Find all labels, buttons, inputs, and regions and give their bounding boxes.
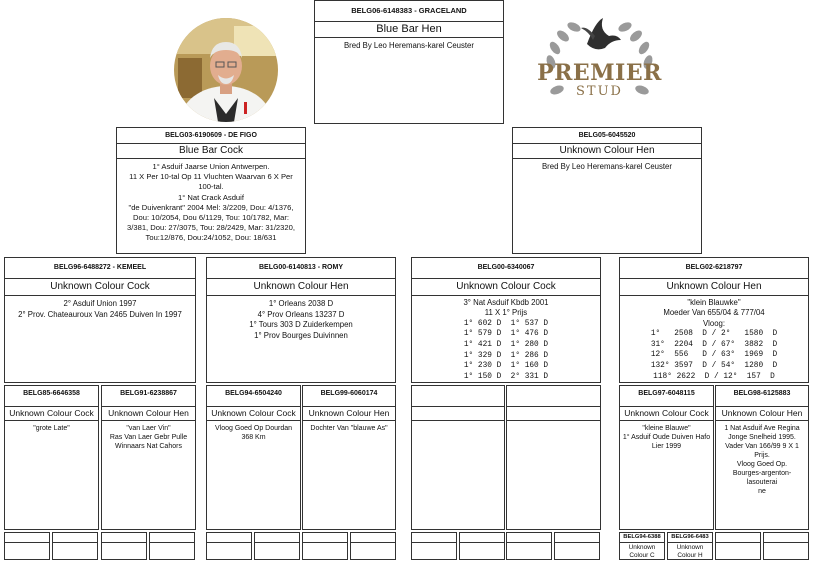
ggp-name: Unknown Colour Cock <box>207 406 300 421</box>
grandparent-box-2 <box>206 257 396 383</box>
gggp-box-empty <box>763 532 809 560</box>
subject-box <box>314 0 504 124</box>
gggp-name: Unknown Colour C <box>628 544 656 559</box>
ggp-info: "kleine Blauwe" 1° Asduif Oude Duiven Hafo Lier 1999 <box>622 425 711 450</box>
gggp-box-empty <box>206 532 252 560</box>
grandparent-box-3 <box>411 257 601 383</box>
gp-ring: BELG00-6140813 - ROMY <box>258 264 344 271</box>
ggp-info: Dochter Van "blauwe As" <box>310 425 388 432</box>
gggp-box <box>619 532 665 560</box>
ggp-box-2 <box>101 385 196 530</box>
ggp-name: Unknown Colour Cock <box>620 406 713 421</box>
gp-info: 1° Orleans 2038 D 4° Prov Orleans 13237 D 1° Tours 303 D Zuiderkempen 1° Prov Bourges Duivinnen <box>249 299 353 340</box>
gp-ring: BELG02-6218797 <box>685 264 743 271</box>
gggp-box-empty <box>411 532 457 560</box>
grandparent-box-4 <box>619 257 809 383</box>
gp-name: Unknown Colour Hen <box>207 278 395 296</box>
grandparent-box-1 <box>4 257 196 383</box>
gp-name: Unknown Colour Cock <box>5 278 195 296</box>
gp-name: Unknown Colour Hen <box>620 278 808 296</box>
breeder-photo <box>174 18 278 122</box>
dam-name: Unknown Colour Hen <box>513 143 701 159</box>
gggp-box-empty <box>4 532 50 560</box>
sire-box <box>116 127 306 254</box>
logo-line2: STUD <box>576 84 623 99</box>
dam-info: Bred By Leo Heremans-karel Ceuster <box>541 162 672 171</box>
gggp-box-empty <box>554 532 600 560</box>
ggp-ring: BELG91-6238867 <box>120 390 177 397</box>
ggp-info: "grote Late" <box>33 425 70 432</box>
ggp-ring: BELG97-6048115 <box>638 390 695 397</box>
gggp-box-empty <box>302 532 348 560</box>
gggp-ring: BELG96-6483 <box>668 533 712 543</box>
subject-ring: BELG06-6148383 - GRACELAND <box>351 6 467 15</box>
gggp-box-empty <box>350 532 396 560</box>
premier-stud-logo <box>537 14 662 112</box>
ggp-name: Unknown Colour Cock <box>5 406 98 421</box>
gggp-box-empty <box>101 532 147 560</box>
ggp-box-7 <box>619 385 714 530</box>
ggp-box-4 <box>302 385 396 530</box>
gggp-box-empty <box>149 532 195 560</box>
gggp-box-empty <box>459 532 505 560</box>
gp-name: Unknown Colour Cock <box>412 278 600 296</box>
gggp-box-empty <box>506 532 552 560</box>
ggp-name: Unknown Colour Hen <box>716 406 808 421</box>
ggp-box-3 <box>206 385 301 530</box>
ggp-ring: BELG98-6125883 <box>733 390 791 397</box>
gp-info: "klein Blauwke" Moeder Van 655/04 & 777/04 Vloog: 1° 2508 D / 2° 1580 D 31° 2204 D / 67° 3882 D 12° 556 D / 63° 1969 D 132° 3597 D / 54° 1280 D 118° 2622 D / 12° 157 D <box>650 298 778 381</box>
ggp-info: 1 Nat Asduif Ave Regina Jonge Snelheid 1995. Vader Van 166/99 9 X 1 Prijs. Vloog Goed Op. Bourges-argenton-lasouterai ne <box>724 425 800 495</box>
gggp-ring: BELG94-6388 <box>620 533 664 543</box>
sire-info: 1° Asduif Jaarse Union Antwerpen. 11 X Per 10-tal Op 11 Vluchten Waarvan 6 X Per 100-tal. 1° Nat Crack Asduif "de Duivenkrant" 2004 Mel: 3/2209, Dou: 4/1376, Dou: 10/2054, Dou 6/1129, Tou: 10/1782, Mar: 3/381, Dou: 27/3075, Tou: 28/2429, Mar: 31/2320, Tou:12/876, Dou:24/1052, Dou: 18/631 <box>127 162 295 243</box>
gp-ring: BELG96-6488272 - KEMEEL <box>53 264 147 271</box>
ggp-box-5-empty <box>411 385 505 530</box>
ggp-box-1 <box>4 385 99 530</box>
ggp-box-8 <box>715 385 809 530</box>
gggp-name: Unknown Colour H <box>676 544 704 559</box>
gp-ring: BELG00-6340067 <box>477 264 535 271</box>
gp-info: 2° Asduif Union 1997 2° Prov. Chateauroux Van 2465 Duiven In 1997 <box>18 299 182 319</box>
ggp-ring: BELG94-6504240 <box>225 390 282 397</box>
logo-line1: PREMIER <box>537 60 662 86</box>
gggp-box <box>667 532 713 560</box>
ggp-info: Vloog Goed Op Dourdan 368 Km <box>214 425 293 441</box>
gggp-box-empty <box>715 532 761 560</box>
dam-ring: BELG05-6045520 <box>578 132 636 139</box>
ggp-ring: BELG99-6060174 <box>320 390 378 397</box>
dam-box <box>512 127 702 254</box>
gp-info: 3° Nat Asduif Kbdb 2001 11 X 1° Prijs 1° 602 D 1° 537 D 1° 579 D 1° 476 D 1° 421 D 1° 280 D 1° 329 D 1° 286 D 1° 230 D 1° 160 D 1° 150 D 2° 331 D <box>463 298 549 381</box>
ggp-info: "van Laer Vin" Ras Van Laer Gebr Pulle Winnaars Nat Cahors <box>109 425 188 450</box>
ggp-name: Unknown Colour Hen <box>102 406 195 421</box>
sire-name: Blue Bar Cock <box>117 143 305 159</box>
subject-name: Blue Bar Hen <box>315 21 503 38</box>
ggp-ring: BELG85-6646358 <box>23 390 80 397</box>
gggp-box-empty <box>52 532 98 560</box>
subject-info: Bred By Leo Heremans-karel Ceuster <box>343 41 474 50</box>
sire-ring: BELG03-6190609 - DE FIGO <box>165 132 257 139</box>
gggp-box-empty <box>254 532 300 560</box>
ggp-name: Unknown Colour Hen <box>303 406 395 421</box>
ggp-box-6-empty <box>506 385 601 530</box>
